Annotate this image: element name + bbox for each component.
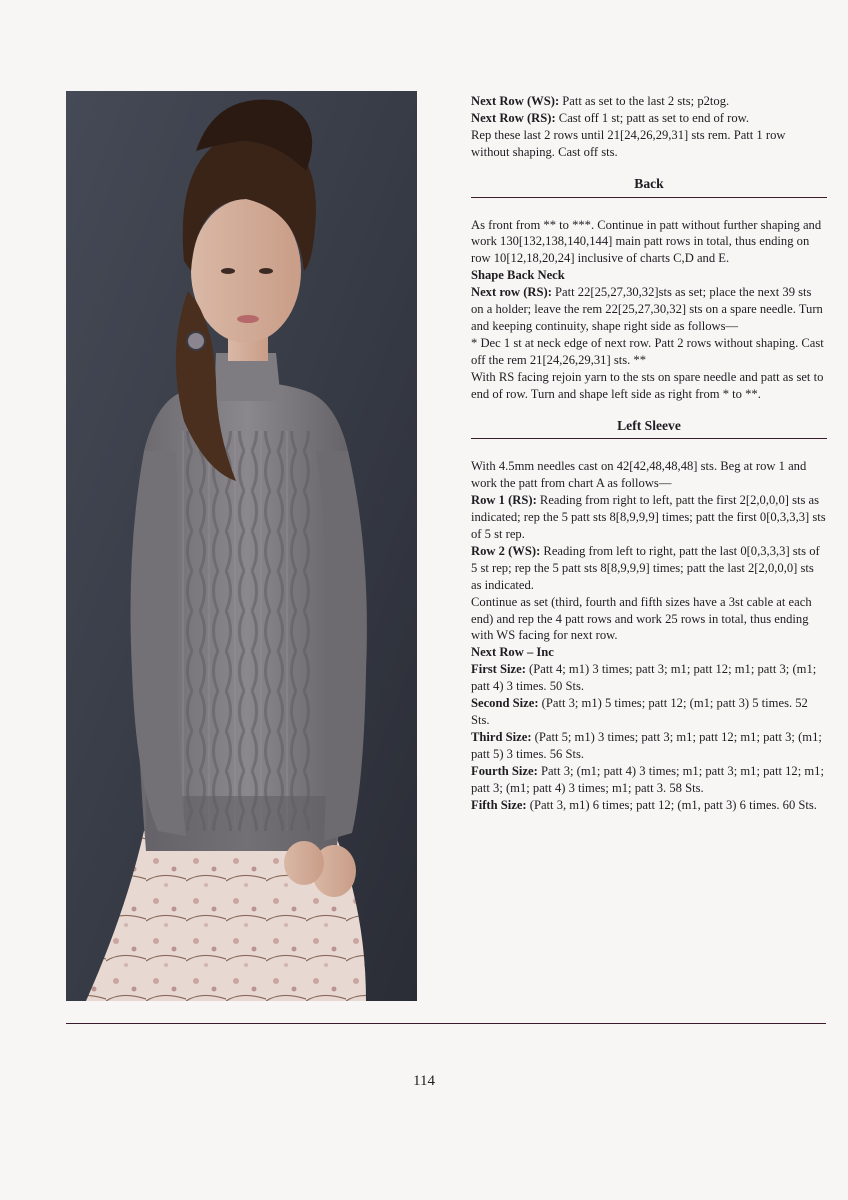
sleeve-para-1: With 4.5mm needles cast on 42[42,48,48,48] sts. Beg at row 1 and work the patt from chart A as follows— xyxy=(471,459,807,491)
back-section xyxy=(471,217,827,403)
page-number: 114 xyxy=(413,1073,435,1089)
intro-para-2: Next Row (RS): Cast off 1 st; patt as set to end of row. xyxy=(471,110,750,125)
sleeve-size-2: Second Size: (Patt 3; m1) 5 times; patt 12; (m1; patt 3) 5 times. 52 Sts. xyxy=(471,696,808,727)
sleeve-size-1: First Size: (Patt 4; m1) 3 times; patt 3; m1; patt 12; m1; patt 3; (m1; patt 4) 3 times. 50 Sts. xyxy=(471,662,817,694)
sleeve-size-3: Third Size: (Patt 5; m1) 3 times; patt 3; m1; patt 12; m1; patt 3; (m1; patt 5) 3 times. 56 Sts. xyxy=(471,729,822,761)
left-sleeve-heading: Left Sleeve xyxy=(471,418,827,440)
intro-para-1: Next Row (WS): Patt as set to the last 2 sts; p2tog. xyxy=(471,94,730,108)
intro-section xyxy=(471,93,827,161)
intro-para-3: Rep these last 2 rows until 21[24,26,29,31] sts rem. Patt 1 row without shaping. Cast off sts. xyxy=(471,127,786,159)
back-para-3: * Dec 1 st at neck edge of next row. Patt 2 rows without shaping. Cast off the rem 21[24,26,29,31] sts. ** xyxy=(471,335,824,367)
pattern-text-column xyxy=(471,93,827,813)
sleeve-para-continue: Continue as set (third, fourth and fifth sizes have a 3st cable at each end) and rep the 4 patt rows and work 25 rows in total, thus ending with WS facing for next row. xyxy=(471,594,812,643)
sleeve-size-5: Fifth Size: (Patt 3, m1) 6 times; patt 12; (m1, patt 3) 6 times. 60 Sts. xyxy=(471,797,817,812)
sleeve-row-2: Row 2 (WS): Reading from left to right, patt the last 0[0,3,3,3] sts of 5 st rep; rep the 5 patt sts 8[8,9,9,9] times; patt the last 2[2,0,0,0] sts as indicated. xyxy=(471,543,820,592)
back-subheading: Shape Back Neck xyxy=(471,268,565,283)
back-para-1: As front from ** to ***. Continue in patt without further shaping and work 130[132,138,140,144] main patt rows in total, thus ending on row 10[12,18,20,24] inclusive of charts C,D and E. xyxy=(471,217,822,266)
sleeve-size-4: Fourth Size: Patt 3; (m1; patt 4) 3 times; m1; patt 3; m1; patt 12; m1; patt 3; (m1; patt 4) 3 times; m1; patt 3. 58 Sts. xyxy=(471,763,824,795)
back-heading: Back xyxy=(471,176,827,198)
back-para-2: Next row (RS): Patt 22[25,27,30,32]sts as set; place the next 39 sts on a holder; leave the rem 22[25,27,30,32] sts on a spare needle. Turn and keeping continuity, shape right side as follows— xyxy=(471,285,823,333)
sleeve-inc-heading: Next Row – Inc xyxy=(471,645,554,660)
bottom-rule xyxy=(66,1023,826,1024)
left-sleeve-section xyxy=(471,458,827,813)
back-para-4: With RS facing rejoin yarn to the sts on spare needle and patt as set to end of row. Turn and shape left side as right from * to **. xyxy=(471,369,824,401)
model-photo xyxy=(66,91,417,1001)
sleeve-row-1: Row 1 (RS): Reading from right to left, patt the first 2[2,0,0,0] sts as indicated; rep the 5 patt sts 8[8,9,9,9] times; patt the first 0[0,3,3,3] sts of 5 st rep. xyxy=(471,493,826,542)
